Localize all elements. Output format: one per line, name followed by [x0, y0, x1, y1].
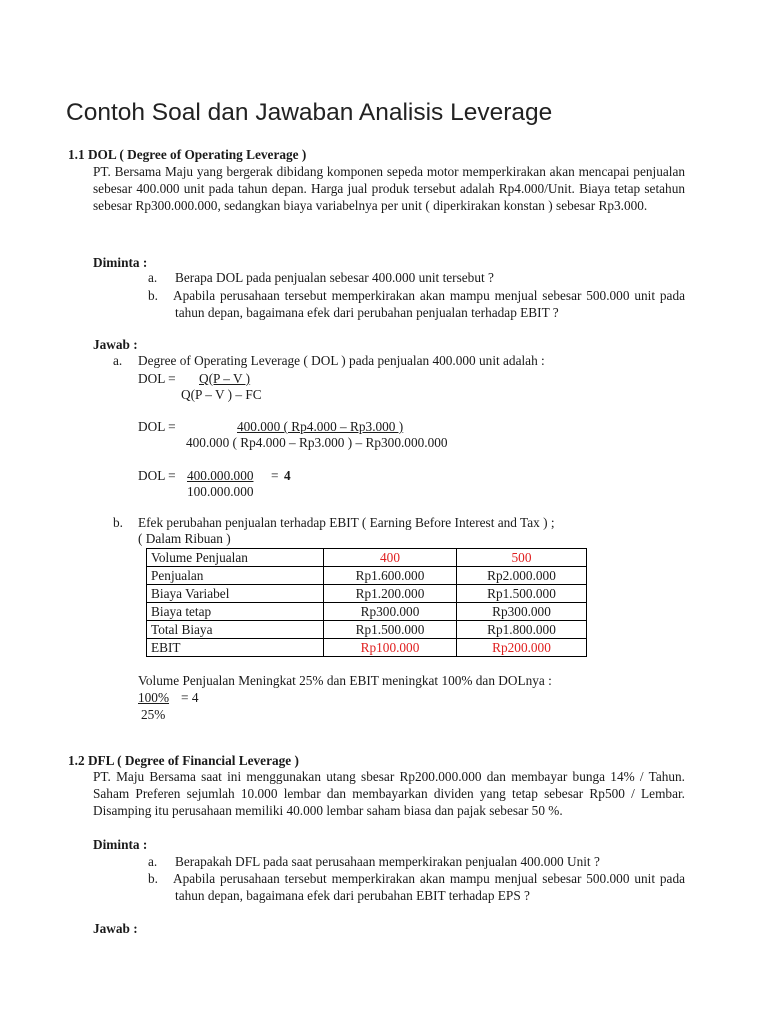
conclusion-text: Volume Penjualan Meningkat 25% dan EBIT meningkat 100% dan DOLnya : [138, 673, 552, 688]
answer-a-text: Degree of Operating Leverage ( DOL ) pada penjualan 400.000 unit adalah : [138, 353, 545, 368]
question-b-marker-dfl: b. [148, 871, 158, 886]
section-heading-dol: 1.1 DOL ( Degree of Operating Leverage ) [68, 147, 307, 162]
diminta-label-dfl: Diminta : [93, 837, 148, 852]
table-cell: Rp300.000 [324, 603, 457, 621]
jawab-label-dfl: Jawab : [93, 921, 138, 936]
formula3-result: 4 [284, 468, 291, 483]
table-cell: Rp1.500.000 [324, 621, 457, 639]
table-cell: Rp100.000 [324, 639, 457, 657]
question-a-marker: a. [148, 270, 158, 285]
formula2-denominator: 400.000 ( Rp4.000 – Rp3.000 ) – Rp300.000.000 [186, 435, 448, 450]
table-cell: EBIT [147, 639, 324, 657]
question-a-text-dfl: Berapakah DFL pada saat perusahaan memperkirakan penjualan 400.000 Unit ? [175, 854, 600, 869]
table-cell: Biaya Variabel [147, 585, 324, 603]
table-header-row [147, 549, 587, 567]
formula3-denominator: 100.000.000 [187, 484, 254, 499]
formula2-lhs: DOL = [138, 419, 176, 434]
table-cell: Rp1.800.000 [457, 621, 587, 639]
table-cell: Rp2.000.000 [457, 567, 587, 585]
formula1-numerator: Q(P – V ) [199, 371, 251, 386]
table-cell: Rp1.500.000 [457, 585, 587, 603]
question-b-marker: b. [148, 288, 158, 303]
table-cell: Rp300.000 [457, 603, 587, 621]
table-row [147, 585, 587, 603]
question-b-text-dfl: Apabila perusahaan tersebut memperkirakan akan mampu menjual sebesar 500.000 unit pada tahun depan, bagaimana efek dari perubahan EBIT terhadap EPS ? [173, 871, 685, 903]
table-row [147, 621, 587, 639]
table-header-cell: Volume Penjualan [147, 549, 324, 567]
formula3-lhs: DOL = [138, 468, 176, 483]
table-cell: Biaya tetap [147, 603, 324, 621]
question-b-text: Apabila perusahaan tersebut memperkirakan akan mampu menjual sebesar 500.000 unit pada tahun depan, bagaimana efek dari perubahan penjualan terhadap EBIT ? [173, 288, 685, 320]
answer-a-marker: a. [113, 353, 123, 368]
table-cell: Total Biaya [147, 621, 324, 639]
table-cell: Rp1.600.000 [324, 567, 457, 585]
formula2-numerator: 400.000 ( Rp4.000 – Rp3.000 ) [237, 419, 404, 434]
diminta-label: Diminta : [93, 255, 148, 270]
table-cell: Rp1.200.000 [324, 585, 457, 603]
table-header-cell: 500 [457, 549, 587, 567]
table-row [147, 567, 587, 585]
conclusion-equals: = 4 [181, 690, 199, 705]
table-header-cell: 400 [324, 549, 457, 567]
jawab-label: Jawab : [93, 337, 138, 352]
table-cell: Rp200.000 [457, 639, 587, 657]
page-title: Contoh Soal dan Jawaban Analisis Leverage [66, 99, 553, 126]
question-a-text: Berapa DOL pada penjualan sebesar 400.000 unit tersebut ? [175, 270, 494, 285]
question-a-marker-dfl: a. [148, 854, 158, 869]
formula1-lhs: DOL = [138, 371, 176, 386]
answer-b-text: Efek perubahan penjualan terhadap EBIT ( Earning Before Interest and Tax ) ; [138, 515, 555, 530]
formula3-equals: = [271, 468, 279, 483]
problem-text-dol: PT. Bersama Maju yang bergerak dibidang komponen sepeda motor memperkirakan akan mencapai penjualan sebesar 400.000 unit pada tahun depan. Harga jual produk tersebut adalah Rp4.000/Unit. Biaya tetap setahun sebesar Rp300.000.000, sedangkan biaya variabelnya per unit ( diperkirakan konstan ) sebesar Rp3.000. [93, 164, 685, 213]
ebit-table [146, 548, 587, 657]
problem-text-dfl: PT. Maju Bersama saat ini menggunakan utang sbesar Rp200.000.000 dan membayar bunga 14% / Tahun. Saham Preferen sejumlah 10.000 lembar dan membayarkan dividen yang tetap sebesar Rp500 / Lembar. Disamping itu perusahaan memiliki 40.000 lembar saham biasa dan pajak sebesar 50 %. [93, 769, 685, 818]
formula3-numerator: 400.000.000 [187, 468, 254, 483]
answer-b-subtext: ( Dalam Ribuan ) [138, 531, 231, 546]
formula1-denominator: Q(P – V ) – FC [181, 387, 262, 402]
conclusion-numerator: 100% [138, 690, 170, 705]
answer-b-marker: b. [113, 515, 123, 530]
table-cell: Penjualan [147, 567, 324, 585]
conclusion-denominator: 25% [141, 707, 166, 722]
table-row [147, 603, 587, 621]
table-row [147, 639, 587, 657]
section-heading-dfl: 1.2 DFL ( Degree of Financial Leverage ) [68, 753, 299, 768]
